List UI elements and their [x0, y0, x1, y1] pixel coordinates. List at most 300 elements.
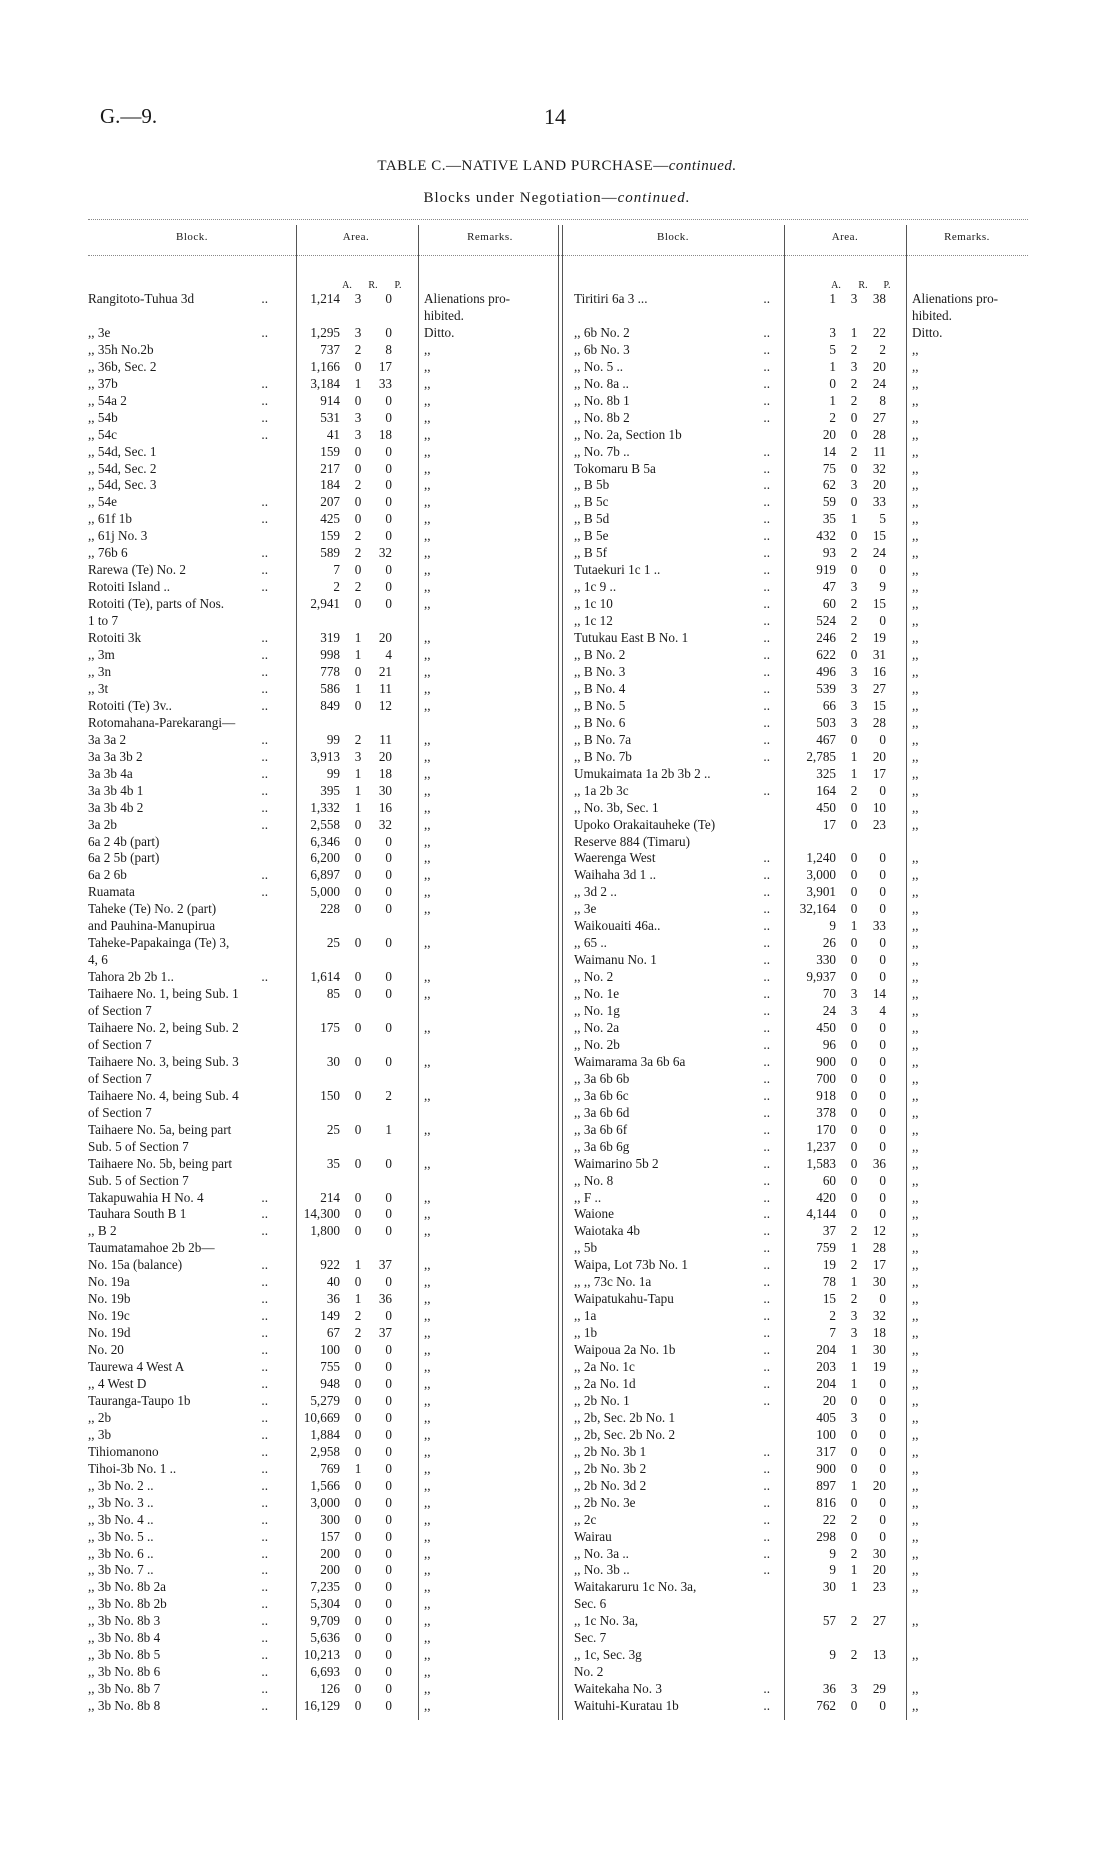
area-perches: 4	[385, 647, 392, 663]
remarks-cell: ,,	[424, 697, 431, 713]
right-table	[574, 291, 1028, 1715]
area-roods: 2	[850, 630, 858, 646]
block-cell: Waitakaruru 1c No. 3a,	[574, 1579, 697, 1595]
area-roods: 3	[354, 324, 362, 340]
area-roods: 0	[354, 884, 362, 900]
area-acres: 496	[816, 663, 836, 679]
table-row	[88, 664, 558, 681]
area-acres: 914	[320, 392, 340, 408]
block-cell: ,, 3m	[88, 647, 115, 663]
block-cell: of Section 7	[88, 1036, 152, 1052]
area-perches: 0	[385, 1647, 392, 1663]
area-acres: 200	[320, 1562, 340, 1578]
area-acres: 1,614	[310, 969, 340, 985]
remarks-cell: ,,	[424, 850, 431, 866]
table-row	[88, 1020, 558, 1037]
remarks-cell: ,,	[912, 1274, 919, 1290]
table-row	[88, 1613, 558, 1630]
area-acres: 467	[816, 731, 836, 747]
block-cell: Rotoiti (Te) 3v..	[88, 697, 172, 713]
area-roods: 2	[850, 443, 858, 459]
remarks-cell: ,,	[912, 1443, 919, 1459]
area-perches: 0	[385, 1528, 392, 1544]
area-perches: 0	[385, 1596, 392, 1612]
block-cell: ,, No. 8	[574, 1172, 614, 1188]
table-row	[88, 1359, 558, 1376]
area-acres: 450	[816, 799, 836, 815]
area-perches: 0	[385, 1545, 392, 1561]
remarks-cell: ,,	[424, 1308, 431, 1324]
table-row	[88, 935, 558, 952]
area-acres: 20	[822, 426, 836, 442]
block-cell: ,, No. 1e	[574, 986, 620, 1002]
area-perches: 0	[385, 1359, 392, 1375]
block-cell: Rotoiti Island ..	[88, 579, 171, 595]
table-row	[88, 1478, 558, 1495]
area-roods: 2	[850, 545, 858, 561]
leader-dots: ..	[763, 1460, 770, 1476]
remarks-cell: ,,	[424, 1698, 431, 1714]
block-cell: Taheke-Papakainga (Te) 3,	[88, 935, 230, 951]
area-acres: 70	[822, 986, 836, 1002]
leader-dots: ..	[261, 1647, 268, 1663]
area-acres: 217	[320, 460, 340, 476]
area-perches: 37	[378, 1257, 392, 1273]
area-roods: 3	[850, 358, 858, 374]
block-cell: 3a 3a 2	[88, 731, 127, 747]
area-acres: 3,184	[310, 375, 340, 391]
table-row	[574, 1190, 1028, 1207]
remarks-cell: ,,	[424, 1274, 431, 1290]
remarks-cell: ,,	[424, 1155, 431, 1171]
block-cell: Waituhi-Kuratau 1b	[574, 1698, 679, 1714]
area-acres: 378	[816, 1104, 836, 1120]
table-row	[88, 596, 558, 613]
area-roods: 0	[354, 1596, 362, 1612]
block-cell: ,, B 5b	[574, 477, 610, 493]
remarks-cell: ,,	[424, 935, 431, 951]
remarks-cell: ,,	[912, 613, 919, 629]
area-acres: 1,800	[310, 1223, 340, 1239]
area-acres: 425	[320, 511, 340, 527]
area-acres: 1,566	[310, 1477, 340, 1493]
leader-dots: ..	[763, 1003, 770, 1019]
area-acres: 2,558	[310, 816, 340, 832]
table-row	[574, 1444, 1028, 1461]
block-cell: Taumatamahoe 2b 2b—	[88, 1240, 215, 1256]
remarks-cell: ,,	[424, 1359, 431, 1375]
table-row	[574, 393, 1028, 410]
area-roods: 1	[850, 1477, 858, 1493]
table-row	[574, 749, 1028, 766]
area-roods: 1	[850, 1240, 858, 1256]
leader-dots: ..	[763, 1172, 770, 1188]
table-row	[88, 511, 558, 528]
block-cell: ,, 3a 6b 6c	[574, 1087, 629, 1103]
area-roods: 3	[354, 748, 362, 764]
remarks-cell: ,,	[912, 782, 919, 798]
area-perches: 13	[872, 1647, 886, 1663]
table-row	[574, 817, 1028, 834]
area-roods: 1	[850, 1359, 858, 1375]
remarks-cell: ,,	[424, 867, 431, 883]
remarks-cell: ,,	[912, 1223, 919, 1239]
remarks-cell: ,,	[424, 1460, 431, 1476]
remarks-cell: ,,	[424, 579, 431, 595]
area-roods: 1	[354, 680, 362, 696]
area-acres: 75	[822, 460, 836, 476]
area-roods: 2	[354, 528, 362, 544]
block-cell: Tutukau East B No. 1	[574, 630, 689, 646]
area-perches: 2	[385, 1087, 392, 1103]
block-cell: ,, 3b No. 8b 2b	[88, 1596, 167, 1612]
table-row	[574, 477, 1028, 494]
area-acres: 37	[822, 1223, 836, 1239]
table-row	[574, 1596, 1028, 1613]
area-acres: 762	[816, 1698, 836, 1714]
table-row	[574, 494, 1028, 511]
block-cell: Waikouaiti 46a..	[574, 918, 661, 934]
leader-dots: ..	[763, 714, 770, 730]
remarks-cell: ,,	[424, 596, 431, 612]
leader-dots: ..	[763, 528, 770, 544]
table-row	[574, 1088, 1028, 1105]
area-perches: 0	[385, 986, 392, 1002]
remarks-cell: ,,	[424, 1511, 431, 1527]
leader-dots: ..	[763, 918, 770, 934]
area-perches: 0	[879, 1121, 886, 1137]
remarks-cell: ,,	[912, 477, 919, 493]
area-acres: 30	[326, 1053, 340, 1069]
area-roods: 0	[850, 1206, 858, 1222]
block-cell: Ruamata	[88, 884, 135, 900]
remarks-cell: ,,	[912, 426, 919, 442]
table-row	[88, 969, 558, 986]
leader-dots: ..	[261, 1698, 268, 1714]
leader-dots: ..	[763, 748, 770, 764]
block-cell: ,, 1a	[574, 1308, 597, 1324]
leader-dots: ..	[261, 748, 268, 764]
area-acres: 25	[326, 935, 340, 951]
leader-dots: ..	[763, 1121, 770, 1137]
area-perches: 38	[872, 291, 886, 306]
area-roods: 2	[850, 613, 858, 629]
area-roods: 0	[354, 1579, 362, 1595]
area-acres: 26	[822, 935, 836, 951]
left-unit-perches: P.	[394, 280, 402, 291]
table-row	[574, 1376, 1028, 1393]
remarks-cell: ,,	[912, 867, 919, 883]
table-subtitle-continued: continued.	[617, 190, 691, 206]
area-perches: 0	[385, 1613, 392, 1629]
area-acres: 897	[816, 1477, 836, 1493]
area-acres: 2	[829, 1308, 836, 1324]
area-roods: 1	[354, 630, 362, 646]
table-row	[88, 749, 558, 766]
area-roods: 0	[850, 1189, 858, 1205]
block-cell: ,, 2a No. 1d	[574, 1376, 636, 1391]
remarks-cell: ,,	[424, 731, 431, 747]
area-roods: 0	[354, 358, 362, 374]
remarks-cell: ,,	[912, 511, 919, 527]
table-row	[574, 1274, 1028, 1291]
leader-dots: ..	[763, 358, 770, 374]
leader-dots: ..	[261, 1562, 268, 1578]
area-perches: 0	[385, 1392, 392, 1408]
area-perches: 0	[879, 562, 886, 578]
table-row	[574, 1359, 1028, 1376]
area-perches: 0	[385, 477, 392, 493]
area-roods: 0	[354, 1647, 362, 1663]
block-cell: Rotoiti (Te), parts of Nos.	[88, 596, 225, 612]
leader-dots: ..	[261, 1291, 268, 1307]
area-roods: 2	[850, 1257, 858, 1273]
block-cell: Waerenga West	[574, 850, 656, 866]
area-roods: 0	[850, 1443, 858, 1459]
table-row	[574, 1037, 1028, 1054]
leader-dots: ..	[763, 1070, 770, 1086]
area-acres: 4,144	[806, 1206, 836, 1222]
table-row	[88, 444, 558, 461]
block-cell: ,, 3d 2 ..	[574, 884, 617, 900]
leader-dots: ..	[763, 1308, 770, 1324]
table-row	[574, 1308, 1028, 1325]
table-row	[574, 461, 1028, 478]
area-perches: 0	[879, 613, 886, 629]
area-roods: 2	[850, 392, 858, 408]
block-cell: Tahora 2b 2b 1..	[88, 969, 174, 985]
leader-dots: ..	[763, 409, 770, 425]
table-row	[574, 1495, 1028, 1512]
area-perches: 31	[872, 647, 886, 663]
remarks-cell: ,,	[424, 511, 431, 527]
area-perches: 15	[872, 528, 886, 544]
area-roods: 0	[850, 426, 858, 442]
leader-dots: ..	[261, 1206, 268, 1222]
leader-dots: ..	[763, 1392, 770, 1408]
block-cell: ,, 3n	[88, 663, 112, 679]
table-title-continued: continued.	[668, 158, 737, 174]
leader-dots: ..	[763, 1528, 770, 1544]
area-perches: 0	[385, 1019, 392, 1035]
block-cell: ,, 2a No. 1c	[574, 1359, 635, 1375]
area-acres: 9,937	[806, 969, 836, 985]
area-acres: 2,785	[806, 748, 836, 764]
remarks-cell: ,,	[424, 1053, 431, 1069]
area-roods: 2	[850, 341, 858, 357]
area-acres: 14	[822, 443, 836, 459]
table-row	[574, 901, 1028, 918]
remarks-cell: ,,	[912, 1545, 919, 1561]
area-roods: 0	[354, 1426, 362, 1442]
area-roods: 0	[850, 1698, 858, 1714]
area-acres: 2,941	[310, 596, 340, 612]
area-perches: 16	[378, 799, 392, 815]
area-acres: 60	[822, 596, 836, 612]
area-perches: 27	[872, 409, 886, 425]
table-row	[88, 562, 558, 579]
block-cell: ,, ,, 73c No. 1a	[574, 1274, 652, 1290]
area-acres: 3,901	[806, 884, 836, 900]
leader-dots: ..	[261, 1359, 268, 1375]
area-roods: 3	[850, 1003, 858, 1019]
area-acres: 1,240	[806, 850, 836, 866]
table-row	[574, 1613, 1028, 1630]
centre-divider-inner	[562, 225, 563, 1720]
area-roods: 3	[850, 477, 858, 493]
leader-dots: ..	[763, 1698, 770, 1714]
remarks-cell: ,,	[912, 1053, 919, 1069]
remarks-cell: ,,	[912, 1104, 919, 1120]
leader-dots: ..	[763, 1359, 770, 1375]
remarks-cell: ,,	[424, 1376, 431, 1391]
table-row	[88, 1664, 558, 1681]
block-cell: ,, B 5f	[574, 545, 607, 561]
area-roods: 0	[850, 494, 858, 510]
leader-dots: ..	[261, 1308, 268, 1324]
area-acres: 159	[320, 443, 340, 459]
remarks-cell: ,,	[424, 1426, 431, 1442]
leader-dots: ..	[763, 1342, 770, 1358]
table-row	[88, 1190, 558, 1207]
right-unit-perches: P.	[883, 280, 891, 291]
block-cell: ,, 54e	[88, 494, 117, 510]
table-row	[88, 1444, 558, 1461]
area-roods: 0	[850, 647, 858, 663]
leader-dots: ..	[763, 731, 770, 747]
block-cell: Waimarama 3a 6b 6a	[574, 1053, 686, 1069]
leader-dots: ..	[763, 1443, 770, 1459]
area-roods: 2	[850, 782, 858, 798]
area-perches: 30	[872, 1342, 886, 1358]
area-roods: 0	[850, 1104, 858, 1120]
area-roods: 3	[850, 714, 858, 730]
remarks-cell: ,,	[912, 1409, 919, 1425]
left-table	[88, 291, 558, 1715]
remarks-cell: ,,	[912, 1376, 919, 1391]
area-roods: 0	[354, 1630, 362, 1646]
area-perches: 0	[879, 1053, 886, 1069]
area-roods: 0	[850, 850, 858, 866]
area-roods: 0	[850, 952, 858, 968]
area-perches: 0	[879, 1376, 886, 1391]
remarks-cell: ,,	[912, 1257, 919, 1273]
table-row	[574, 359, 1028, 376]
leader-dots: ..	[261, 1257, 268, 1273]
area-acres: 6,693	[310, 1664, 340, 1680]
table-row	[574, 1546, 1028, 1563]
area-acres: 9	[829, 1562, 836, 1578]
leader-dots: ..	[763, 1477, 770, 1493]
area-acres: 330	[816, 952, 836, 968]
area-roods: 0	[354, 1189, 362, 1205]
area-acres: 9	[829, 918, 836, 934]
remarks-cell: ,,	[424, 1443, 431, 1459]
area-acres: 432	[816, 528, 836, 544]
table-row	[88, 1037, 558, 1054]
block-cell: Takapuwahia H No. 4	[88, 1189, 204, 1205]
leader-dots: ..	[261, 1274, 268, 1290]
table-row	[88, 1529, 558, 1546]
area-acres: 1,166	[310, 358, 340, 374]
table-row	[88, 393, 558, 410]
area-perches: 28	[872, 1240, 886, 1256]
remarks-cell: ,,	[912, 731, 919, 747]
table-row	[574, 1156, 1028, 1173]
leader-dots: ..	[261, 647, 268, 663]
table-row	[574, 562, 1028, 579]
remarks-cell: ,,	[912, 697, 919, 713]
area-roods: 2	[354, 579, 362, 595]
area-roods: 1	[850, 1579, 858, 1595]
table-row	[574, 681, 1028, 698]
remarks-cell: ,,	[912, 528, 919, 544]
area-acres: 998	[320, 647, 340, 663]
block-cell: ,, 2b No. 3d 2	[574, 1477, 647, 1493]
leader-dots: ..	[261, 1189, 268, 1205]
area-acres: 36	[326, 1291, 340, 1307]
area-perches: 0	[385, 1308, 392, 1324]
remarks-cell: ,,	[424, 375, 431, 391]
leader-dots: ..	[763, 392, 770, 408]
remarks-cell: ,,	[424, 562, 431, 578]
area-acres: 1,295	[310, 324, 340, 340]
remarks-cell: ,,	[912, 714, 919, 730]
area-perches: 32	[872, 1308, 886, 1324]
area-roods: 0	[850, 1138, 858, 1154]
area-acres: 157	[320, 1528, 340, 1544]
leader-dots: ..	[763, 935, 770, 951]
area-perches: 0	[385, 409, 392, 425]
table-row	[574, 528, 1028, 545]
area-roods: 0	[354, 596, 362, 612]
area-acres: 7	[333, 562, 340, 578]
area-roods: 0	[354, 460, 362, 476]
area-perches: 30	[872, 1274, 886, 1290]
area-perches: 11	[379, 731, 392, 747]
remarks-cell: ,,	[424, 1596, 431, 1612]
table-row	[574, 325, 1028, 342]
area-perches: 15	[872, 596, 886, 612]
leader-dots: ..	[763, 986, 770, 1002]
remarks-cell: ,,	[912, 901, 919, 917]
area-acres: 849	[320, 697, 340, 713]
table-row	[88, 1003, 558, 1020]
block-cell: 3a 3b 4b 2	[88, 799, 144, 815]
area-roods: 0	[850, 799, 858, 815]
block-cell: ,, 54d, Sec. 2	[88, 460, 157, 476]
table-row	[88, 1630, 558, 1647]
block-cell: ,, B 5d	[574, 511, 610, 527]
area-perches: 0	[879, 935, 886, 951]
table-row	[88, 1410, 558, 1427]
area-acres: 503	[816, 714, 836, 730]
leader-dots: ..	[261, 765, 268, 781]
area-acres: 539	[816, 680, 836, 696]
remarks-cell: ,,	[912, 918, 919, 934]
remarks-cell: ,,	[912, 1511, 919, 1527]
table-row	[574, 834, 1028, 851]
area-acres: 126	[320, 1681, 340, 1697]
leader-dots: ..	[261, 1443, 268, 1459]
remarks-cell: ,,	[912, 1087, 919, 1103]
area-roods: 1	[354, 375, 362, 391]
remarks-cell: ,,	[424, 1664, 431, 1680]
remarks-cell: ,,	[424, 748, 431, 764]
table-row	[88, 1274, 558, 1291]
leader-dots: ..	[261, 1681, 268, 1697]
area-roods: 0	[850, 460, 858, 476]
